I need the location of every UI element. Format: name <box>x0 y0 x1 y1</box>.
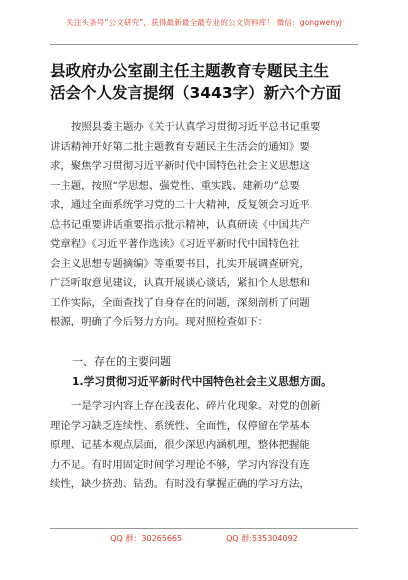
body-line: 讲话精神开好第二批主题教育专题民主生活会的通知》要 <box>50 140 310 153</box>
header-divider <box>50 44 358 45</box>
footer-qq-group-2: QQ 群:535304092 <box>226 534 298 543</box>
body-line: 一主题，按照“学思想、强党性、重实践、建新功”总要 <box>50 179 300 192</box>
body-line: 工作实际，全面查找了自身存在的问题，深刻剖析了问题 <box>50 296 310 309</box>
body-line: 根源，明确了今后努力方向。现对照检查如下： <box>50 316 269 328</box>
body-line: 求，聚焦学习贯彻习近平新时代中国特色社会主义思想这 <box>50 160 310 172</box>
title-line: 活会个人发言提纲（3443字）新六个方面 <box>50 84 342 102</box>
header-banner <box>0 0 408 44</box>
subsection-heading: 1.学习贯彻习近平新时代中国特色社会主义思想方面。 <box>72 375 332 388</box>
body-line: 按照县委主题办《关于认真学习贯彻习近平总书记重要 <box>71 121 321 133</box>
title-line: 县政府办公室副主任主题教育专题民主生 <box>50 62 330 80</box>
body-line: 理论学习缺乏连续性、系统性、全面性，仅停留在学基本 <box>50 419 310 432</box>
footer <box>0 533 408 544</box>
body-line: 求，通过全面系统学习党的二十大精神，反复领会习近平 <box>50 199 310 211</box>
problem-paragraph <box>50 396 360 494</box>
section-heading: 一、存在的主要问题 <box>72 355 171 368</box>
body-line: 总书记重要讲话重要指示批示精神，认真研读《中国共产 <box>50 218 310 231</box>
body-line: 续性，缺少挤劲、钻劲。有时没有掌握正确的学习方法， <box>50 478 310 490</box>
body-line: 会主义思想专题摘编》等重要书目，扎实开展调查研究， <box>50 257 310 270</box>
header-banner-text: 关注头条号“公文研究”，获得最新最全最专业的公文资料库！ 微信：gongwenyj <box>66 17 342 27</box>
body-line: 一是学习内容上存在浅表化、碎片化现象。对党的创新 <box>71 400 321 412</box>
intro-paragraph <box>50 118 360 333</box>
footer-qq-group-1: QQ 群：30265665 <box>110 534 183 543</box>
body-line: 广泛听取意见建议，认真开展谈心谈话，紧扣个人思想和 <box>50 277 310 289</box>
document-title <box>50 60 360 104</box>
body-line: 力不足。有时用固定时间学习理论不够，学习内容没有连 <box>50 458 310 471</box>
body-line: 党章程》《习近平著作选读》《习近平新时代中国特色社 <box>50 238 300 250</box>
footer-divider <box>50 528 358 529</box>
body-line: 原理、记基本观点层面，很少深思内涵机理，整体把握能 <box>50 439 310 451</box>
